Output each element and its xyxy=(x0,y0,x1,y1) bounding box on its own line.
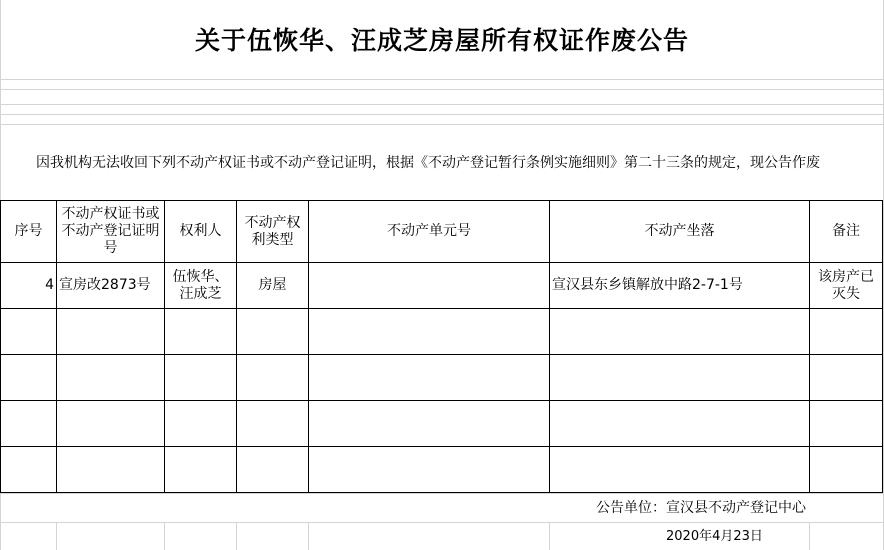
table-row xyxy=(1,447,883,493)
gridline xyxy=(0,522,884,523)
cell-right-type xyxy=(237,401,309,447)
cell-seq xyxy=(1,401,57,447)
cell-unit-no xyxy=(309,263,550,309)
gridline xyxy=(0,114,884,115)
gridline xyxy=(236,522,237,550)
gridline xyxy=(809,522,810,550)
cell-right-type xyxy=(237,447,309,493)
notice-date: 2020年4月23日 xyxy=(666,529,763,544)
table-row xyxy=(1,401,883,447)
cell-cert-no xyxy=(57,355,165,401)
gridline xyxy=(0,104,884,105)
cell-location xyxy=(550,401,810,447)
gridline xyxy=(0,124,884,125)
cell-seq xyxy=(1,355,57,401)
cell-owner xyxy=(165,401,237,447)
cell-location xyxy=(550,309,810,355)
cell-unit-no xyxy=(309,401,550,447)
cell-cert-no xyxy=(57,309,165,355)
header-cell-remark: 备注 xyxy=(810,201,883,263)
cell-location: 宣汉县东乡镇解放中路2-7-1号 xyxy=(550,263,810,309)
cell-owner xyxy=(165,355,237,401)
page-title: 关于伍恢华、汪成芝房屋所有权证作废公告 xyxy=(194,26,689,55)
intro-text: 因我机构无法收回下列不动产权证书或不动产登记证明，根据《不动产登记暂行条例实施细则》第二十三条的规定，现公告作废 xyxy=(36,155,820,171)
cell-unit-no xyxy=(309,447,550,493)
cell-unit-no xyxy=(309,355,550,401)
cell-seq xyxy=(1,309,57,355)
cell-remark xyxy=(810,401,883,447)
cell-location xyxy=(550,447,810,493)
gridline xyxy=(0,89,884,90)
issuing-organization-name: 宣汉县不动产登记中心 xyxy=(666,500,806,516)
header-cell-right-type: 不动产权利类型 xyxy=(237,201,309,263)
cell-cert-no xyxy=(57,447,165,493)
table-header-row xyxy=(1,201,883,263)
gridline xyxy=(308,522,309,550)
header-cell-seq: 序号 xyxy=(1,201,57,263)
header-cell-owner: 权利人 xyxy=(165,201,237,263)
table-row xyxy=(1,309,883,355)
cell-remark: 该房产已灭失 xyxy=(810,263,883,309)
cell-owner xyxy=(165,447,237,493)
cell-cert-no: 宣房改2873号 xyxy=(57,263,165,309)
gridline xyxy=(0,79,884,80)
gridline xyxy=(56,522,57,550)
table-row xyxy=(1,263,883,309)
cell-cert-no xyxy=(57,401,165,447)
header-cell-cert-no: 不动产权证书或不动产登记证明号 xyxy=(57,201,165,263)
cell-owner: 伍恢华、汪成芝 xyxy=(165,263,237,309)
cell-remark xyxy=(810,309,883,355)
cell-owner xyxy=(165,309,237,355)
cell-remark xyxy=(810,447,883,493)
cell-right-type xyxy=(237,309,309,355)
gridline xyxy=(549,522,550,550)
cell-right-type xyxy=(237,355,309,401)
cell-right-type: 房屋 xyxy=(237,263,309,309)
cell-unit-no xyxy=(309,309,550,355)
header-cell-location: 不动产坐落 xyxy=(550,201,810,263)
certificate-table xyxy=(0,200,883,493)
issuing-organization-label: 公告单位： xyxy=(596,500,666,516)
cell-seq: 4 xyxy=(1,263,57,309)
table-row xyxy=(1,355,883,401)
gridline xyxy=(164,522,165,550)
cell-remark xyxy=(810,355,883,401)
header-cell-unit-no: 不动产单元号 xyxy=(309,201,550,263)
gridline xyxy=(0,493,884,494)
cell-seq xyxy=(1,447,57,493)
issuing-organization xyxy=(596,497,806,519)
cell-location xyxy=(550,355,810,401)
